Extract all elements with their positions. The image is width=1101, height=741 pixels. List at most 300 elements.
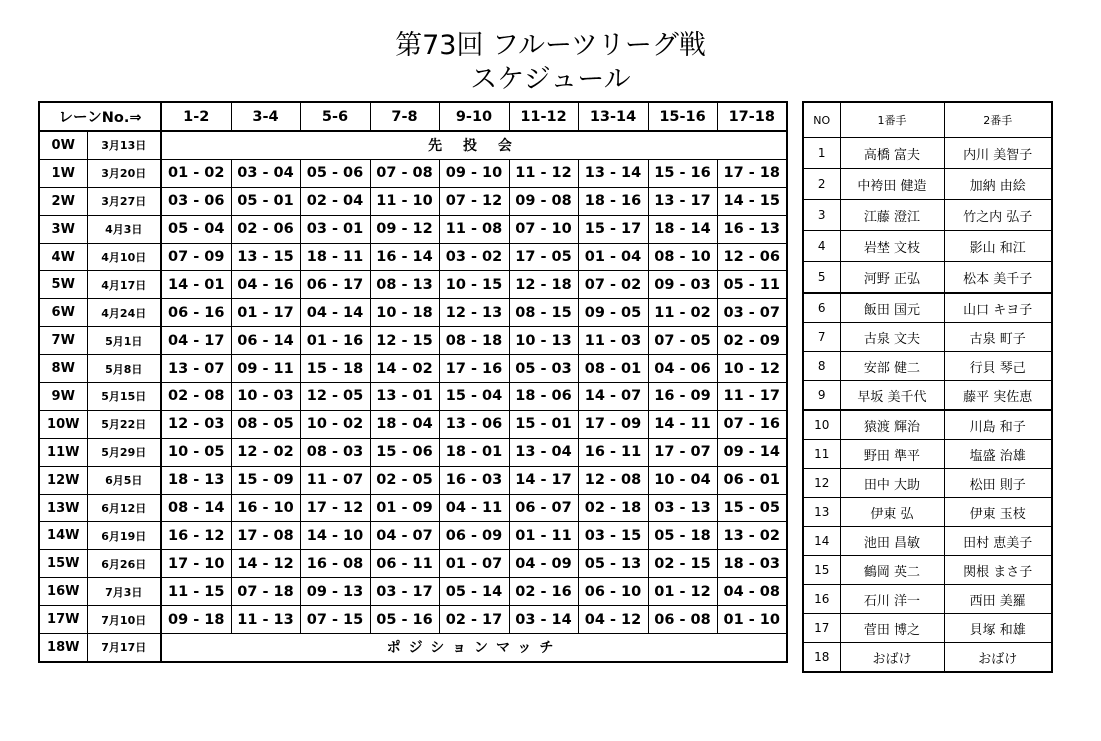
first-player-name: 野田 準平 (840, 440, 944, 469)
matchup-cell: 05 - 11 (717, 271, 787, 299)
lane-header: 11-12 (509, 102, 578, 131)
second-player-name: 松本 美千子 (944, 262, 1052, 294)
date-cell: 5月29日 (87, 438, 161, 466)
player-row (803, 381, 1052, 411)
matchup-cell: 05 - 18 (648, 522, 717, 550)
second-player-name: 山口 キヨ子 (944, 293, 1052, 323)
matchup-cell: 13 - 06 (439, 410, 509, 438)
schedule-row (39, 383, 787, 411)
event-cell: ポジションマッチ (161, 634, 787, 662)
date-cell: 5月1日 (87, 327, 161, 355)
player-row (803, 352, 1052, 381)
matchup-cell: 07 - 18 (231, 578, 300, 606)
schedule-row (39, 634, 787, 662)
player-header-row (803, 102, 1052, 138)
team-number: 1 (803, 138, 840, 169)
schedule-row (39, 494, 787, 522)
date-cell: 4月24日 (87, 299, 161, 327)
matchup-cell: 17 - 18 (717, 159, 787, 187)
matchup-cell: 15 - 09 (231, 466, 300, 494)
matchup-cell: 13 - 14 (578, 159, 648, 187)
matchup-cell: 01 - 12 (648, 578, 717, 606)
week-cell: 6W (39, 299, 87, 327)
week-cell: 18W (39, 634, 87, 662)
matchup-cell: 08 - 13 (370, 271, 439, 299)
date-cell: 3月20日 (87, 159, 161, 187)
matchup-cell: 09 - 12 (370, 215, 439, 243)
date-cell: 7月3日 (87, 578, 161, 606)
first-player-name: 石川 洋一 (840, 585, 944, 614)
matchup-cell: 07 - 08 (370, 159, 439, 187)
team-number: 6 (803, 293, 840, 323)
schedule-row (39, 578, 787, 606)
matchup-cell: 06 - 10 (578, 578, 648, 606)
second-player-name: 行貝 琴己 (944, 352, 1052, 381)
schedule-row (39, 606, 787, 634)
matchup-cell: 04 - 06 (648, 355, 717, 383)
matchup-cell: 07 - 15 (300, 606, 370, 634)
schedule-row (39, 410, 787, 438)
second-player-name: 田村 恵美子 (944, 527, 1052, 556)
matchup-cell: 15 - 16 (648, 159, 717, 187)
week-cell: 15W (39, 550, 87, 578)
matchup-cell: 17 - 08 (231, 522, 300, 550)
player-row (803, 469, 1052, 498)
matchup-cell: 17 - 09 (578, 410, 648, 438)
matchup-cell: 17 - 07 (648, 438, 717, 466)
matchup-cell: 09 - 18 (161, 606, 231, 634)
date-cell: 6月26日 (87, 550, 161, 578)
matchup-cell: 11 - 13 (231, 606, 300, 634)
matchup-cell: 18 - 13 (161, 466, 231, 494)
date-cell: 7月10日 (87, 606, 161, 634)
matchup-cell: 15 - 06 (370, 438, 439, 466)
player-row (803, 293, 1052, 323)
matchup-cell: 12 - 05 (300, 383, 370, 411)
player-row (803, 643, 1052, 673)
player-row (803, 138, 1052, 169)
player-table (802, 101, 1053, 673)
matchup-cell: 11 - 08 (439, 215, 509, 243)
schedule-row (39, 187, 787, 215)
matchup-cell: 01 - 17 (231, 299, 300, 327)
second-player-name: 古泉 町子 (944, 323, 1052, 352)
player-row (803, 614, 1052, 643)
first-player-name: 河野 正弘 (840, 262, 944, 294)
player-row (803, 200, 1052, 231)
matchup-cell: 11 - 03 (578, 327, 648, 355)
schedule-row (39, 466, 787, 494)
date-cell: 6月19日 (87, 522, 161, 550)
matchup-cell: 06 - 07 (509, 494, 578, 522)
date-cell: 6月12日 (87, 494, 161, 522)
matchup-cell: 01 - 10 (717, 606, 787, 634)
second-player-name: 影山 和江 (944, 231, 1052, 262)
team-number: 12 (803, 469, 840, 498)
matchup-cell: 11 - 17 (717, 383, 787, 411)
week-cell: 17W (39, 606, 87, 634)
schedule-row (39, 355, 787, 383)
matchup-cell: 05 - 01 (231, 187, 300, 215)
second-player-name: 竹之内 弘子 (944, 200, 1052, 231)
matchup-cell: 18 - 03 (717, 550, 787, 578)
page-title: 第73回 フルーツリーグ戦 (395, 30, 706, 61)
matchup-cell: 16 - 03 (439, 466, 509, 494)
matchup-cell: 15 - 04 (439, 383, 509, 411)
page-subtitle: スケジュール (470, 64, 631, 95)
week-cell: 12W (39, 466, 87, 494)
schedule-header-row (39, 102, 787, 131)
matchup-cell: 07 - 12 (439, 187, 509, 215)
matchup-cell: 11 - 07 (300, 466, 370, 494)
matchup-cell: 10 - 02 (300, 410, 370, 438)
event-cell: 先 投 会 (161, 131, 787, 159)
second-player-name: 内川 美智子 (944, 138, 1052, 169)
week-cell: 9W (39, 383, 87, 411)
team-number: 17 (803, 614, 840, 643)
matchup-cell: 08 - 15 (509, 299, 578, 327)
week-cell: 4W (39, 243, 87, 271)
matchup-cell: 18 - 06 (509, 383, 578, 411)
date-cell: 4月10日 (87, 243, 161, 271)
lane-header: 17-18 (717, 102, 787, 131)
lane-header: 9-10 (439, 102, 509, 131)
matchup-cell: 11 - 12 (509, 159, 578, 187)
second-player-name: 松田 則子 (944, 469, 1052, 498)
matchup-cell: 08 - 10 (648, 243, 717, 271)
schedule-row (39, 131, 787, 159)
date-cell: 5月22日 (87, 410, 161, 438)
matchup-cell: 14 - 17 (509, 466, 578, 494)
date-cell: 3月27日 (87, 187, 161, 215)
matchup-cell: 18 - 11 (300, 243, 370, 271)
matchup-cell: 14 - 02 (370, 355, 439, 383)
second-player-name: 川島 和子 (944, 410, 1052, 440)
matchup-cell: 10 - 13 (509, 327, 578, 355)
week-cell: 8W (39, 355, 87, 383)
player-row (803, 585, 1052, 614)
matchup-cell: 12 - 18 (509, 271, 578, 299)
matchup-cell: 03 - 04 (231, 159, 300, 187)
date-cell: 4月17日 (87, 271, 161, 299)
matchup-cell: 16 - 10 (231, 494, 300, 522)
player-row (803, 169, 1052, 200)
week-cell: 10W (39, 410, 87, 438)
matchup-cell: 14 - 11 (648, 410, 717, 438)
team-number: 14 (803, 527, 840, 556)
second-player-name: 貝塚 和雄 (944, 614, 1052, 643)
matchup-cell: 02 - 17 (439, 606, 509, 634)
player-row (803, 231, 1052, 262)
first-player-name: 池田 昌敏 (840, 527, 944, 556)
matchup-cell: 03 - 06 (161, 187, 231, 215)
matchup-cell: 01 - 02 (161, 159, 231, 187)
first-player-name: おばけ (840, 643, 944, 673)
matchup-cell: 17 - 05 (509, 243, 578, 271)
matchup-cell: 03 - 07 (717, 299, 787, 327)
schedule-row (39, 159, 787, 187)
matchup-cell: 03 - 01 (300, 215, 370, 243)
matchup-cell: 02 - 18 (578, 494, 648, 522)
matchup-cell: 06 - 14 (231, 327, 300, 355)
matchup-cell: 11 - 02 (648, 299, 717, 327)
schedule-row (39, 522, 787, 550)
second-player-header: 2番手 (944, 102, 1052, 138)
week-cell: 11W (39, 438, 87, 466)
matchup-cell: 16 - 14 (370, 243, 439, 271)
matchup-cell: 16 - 09 (648, 383, 717, 411)
schedule-table (38, 101, 788, 663)
first-player-name: 江藤 澄江 (840, 200, 944, 231)
team-number: 4 (803, 231, 840, 262)
matchup-cell: 16 - 11 (578, 438, 648, 466)
matchup-cell: 15 - 01 (509, 410, 578, 438)
team-number: 8 (803, 352, 840, 381)
matchup-cell: 12 - 15 (370, 327, 439, 355)
lane-header: 5-6 (300, 102, 370, 131)
matchup-cell: 10 - 03 (231, 383, 300, 411)
matchup-cell: 07 - 05 (648, 327, 717, 355)
first-player-name: 高橋 富夫 (840, 138, 944, 169)
team-number: 7 (803, 323, 840, 352)
matchup-cell: 06 - 16 (161, 299, 231, 327)
matchup-cell: 07 - 10 (509, 215, 578, 243)
matchup-cell: 09 - 05 (578, 299, 648, 327)
matchup-cell: 17 - 10 (161, 550, 231, 578)
lane-header: 7-8 (370, 102, 439, 131)
team-number: 18 (803, 643, 840, 673)
matchup-cell: 14 - 15 (717, 187, 787, 215)
first-player-name: 岩埜 文枝 (840, 231, 944, 262)
matchup-cell: 04 - 07 (370, 522, 439, 550)
matchup-cell: 16 - 13 (717, 215, 787, 243)
week-cell: 1W (39, 159, 87, 187)
matchup-cell: 04 - 16 (231, 271, 300, 299)
matchup-cell: 11 - 10 (370, 187, 439, 215)
team-number: 16 (803, 585, 840, 614)
date-cell: 5月8日 (87, 355, 161, 383)
matchup-cell: 02 - 05 (370, 466, 439, 494)
matchup-cell: 14 - 01 (161, 271, 231, 299)
matchup-cell: 16 - 08 (300, 550, 370, 578)
matchup-cell: 03 - 14 (509, 606, 578, 634)
player-row (803, 410, 1052, 440)
matchup-cell: 05 - 04 (161, 215, 231, 243)
matchup-cell: 17 - 16 (439, 355, 509, 383)
matchup-cell: 15 - 17 (578, 215, 648, 243)
team-number: 5 (803, 262, 840, 294)
matchup-cell: 12 - 08 (578, 466, 648, 494)
team-number: 11 (803, 440, 840, 469)
matchup-cell: 12 - 13 (439, 299, 509, 327)
matchup-cell: 13 - 15 (231, 243, 300, 271)
matchup-cell: 09 - 11 (231, 355, 300, 383)
lane-header: 15-16 (648, 102, 717, 131)
matchup-cell: 04 - 14 (300, 299, 370, 327)
matchup-cell: 10 - 12 (717, 355, 787, 383)
matchup-cell: 04 - 12 (578, 606, 648, 634)
matchup-cell: 08 - 05 (231, 410, 300, 438)
matchup-cell: 04 - 17 (161, 327, 231, 355)
first-player-name: 早坂 美千代 (840, 381, 944, 411)
player-row (803, 498, 1052, 527)
date-cell: 6月5日 (87, 466, 161, 494)
week-cell: 14W (39, 522, 87, 550)
date-cell: 5月15日 (87, 383, 161, 411)
player-row (803, 440, 1052, 469)
lane-header: 1-2 (161, 102, 231, 131)
schedule-row (39, 215, 787, 243)
matchup-cell: 12 - 06 (717, 243, 787, 271)
matchup-cell: 13 - 17 (648, 187, 717, 215)
week-cell: 5W (39, 271, 87, 299)
matchup-cell: 04 - 09 (509, 550, 578, 578)
matchup-cell: 18 - 01 (439, 438, 509, 466)
second-player-name: 塩盛 治雄 (944, 440, 1052, 469)
matchup-cell: 08 - 18 (439, 327, 509, 355)
lane-header: 13-14 (578, 102, 648, 131)
matchup-cell: 09 - 14 (717, 438, 787, 466)
matchup-cell: 17 - 12 (300, 494, 370, 522)
matchup-cell: 08 - 14 (161, 494, 231, 522)
matchup-cell: 02 - 06 (231, 215, 300, 243)
schedule-row (39, 550, 787, 578)
matchup-cell: 02 - 09 (717, 327, 787, 355)
matchup-cell: 09 - 13 (300, 578, 370, 606)
matchup-cell: 01 - 16 (300, 327, 370, 355)
matchup-cell: 10 - 15 (439, 271, 509, 299)
matchup-cell: 14 - 07 (578, 383, 648, 411)
first-player-name: 猿渡 輝治 (840, 410, 944, 440)
player-row (803, 556, 1052, 585)
first-player-name: 伊東 弘 (840, 498, 944, 527)
first-player-name: 中袴田 健造 (840, 169, 944, 200)
matchup-cell: 06 - 17 (300, 271, 370, 299)
first-player-name: 田中 大助 (840, 469, 944, 498)
matchup-cell: 13 - 02 (717, 522, 787, 550)
matchup-cell: 10 - 18 (370, 299, 439, 327)
lane-header: 3-4 (231, 102, 300, 131)
player-row (803, 527, 1052, 556)
matchup-cell: 18 - 14 (648, 215, 717, 243)
matchup-cell: 02 - 16 (509, 578, 578, 606)
matchup-cell: 05 - 14 (439, 578, 509, 606)
matchup-cell: 06 - 08 (648, 606, 717, 634)
matchup-cell: 03 - 17 (370, 578, 439, 606)
matchup-cell: 09 - 03 (648, 271, 717, 299)
matchup-cell: 04 - 11 (439, 494, 509, 522)
matchup-cell: 11 - 15 (161, 578, 231, 606)
matchup-cell: 18 - 04 (370, 410, 439, 438)
matchup-cell: 18 - 16 (578, 187, 648, 215)
matchup-cell: 02 - 08 (161, 383, 231, 411)
player-row (803, 262, 1052, 294)
team-number: 3 (803, 200, 840, 231)
second-player-name: 藤平 実佐恵 (944, 381, 1052, 411)
matchup-cell: 14 - 10 (300, 522, 370, 550)
week-cell: 2W (39, 187, 87, 215)
matchup-cell: 07 - 02 (578, 271, 648, 299)
matchup-cell: 16 - 12 (161, 522, 231, 550)
matchup-cell: 06 - 09 (439, 522, 509, 550)
matchup-cell: 07 - 16 (717, 410, 787, 438)
date-cell: 3月13日 (87, 131, 161, 159)
matchup-cell: 12 - 03 (161, 410, 231, 438)
matchup-cell: 03 - 15 (578, 522, 648, 550)
second-player-name: おばけ (944, 643, 1052, 673)
week-cell: 7W (39, 327, 87, 355)
week-cell: 16W (39, 578, 87, 606)
matchup-cell: 07 - 09 (161, 243, 231, 271)
matchup-cell: 03 - 13 (648, 494, 717, 522)
no-header: NO (803, 102, 840, 138)
schedule-row (39, 243, 787, 271)
second-player-name: 関根 まさ子 (944, 556, 1052, 585)
first-player-name: 古泉 文夫 (840, 323, 944, 352)
matchup-cell: 03 - 02 (439, 243, 509, 271)
matchup-cell: 05 - 16 (370, 606, 439, 634)
matchup-cell: 04 - 08 (717, 578, 787, 606)
team-number: 10 (803, 410, 840, 440)
schedule-row (39, 299, 787, 327)
matchup-cell: 09 - 10 (439, 159, 509, 187)
matchup-cell: 02 - 04 (300, 187, 370, 215)
matchup-cell: 06 - 11 (370, 550, 439, 578)
matchup-cell: 09 - 08 (509, 187, 578, 215)
matchup-cell: 05 - 03 (509, 355, 578, 383)
first-player-name: 安部 健二 (840, 352, 944, 381)
matchup-cell: 01 - 11 (509, 522, 578, 550)
first-player-name: 飯田 国元 (840, 293, 944, 323)
matchup-cell: 02 - 15 (648, 550, 717, 578)
schedule-row (39, 327, 787, 355)
week-cell: 0W (39, 131, 87, 159)
first-player-name: 菅田 博之 (840, 614, 944, 643)
matchup-cell: 01 - 04 (578, 243, 648, 271)
matchup-cell: 13 - 07 (161, 355, 231, 383)
second-player-name: 加納 由絵 (944, 169, 1052, 200)
team-number: 9 (803, 381, 840, 411)
lane-number-label: レーンNo.⇒ (39, 102, 161, 131)
team-number: 2 (803, 169, 840, 200)
first-player-name: 鶴岡 英二 (840, 556, 944, 585)
team-number: 13 (803, 498, 840, 527)
matchup-cell: 15 - 18 (300, 355, 370, 383)
schedule-row (39, 271, 787, 299)
date-cell: 7月17日 (87, 634, 161, 662)
week-cell: 3W (39, 215, 87, 243)
week-cell: 13W (39, 494, 87, 522)
matchup-cell: 01 - 07 (439, 550, 509, 578)
second-player-name: 伊東 玉枝 (944, 498, 1052, 527)
matchup-cell: 08 - 03 (300, 438, 370, 466)
schedule-row (39, 438, 787, 466)
date-cell: 4月3日 (87, 215, 161, 243)
matchup-cell: 08 - 01 (578, 355, 648, 383)
matchup-cell: 06 - 01 (717, 466, 787, 494)
matchup-cell: 14 - 12 (231, 550, 300, 578)
matchup-cell: 01 - 09 (370, 494, 439, 522)
matchup-cell: 10 - 05 (161, 438, 231, 466)
matchup-cell: 05 - 13 (578, 550, 648, 578)
matchup-cell: 13 - 01 (370, 383, 439, 411)
matchup-cell: 12 - 02 (231, 438, 300, 466)
player-row (803, 323, 1052, 352)
matchup-cell: 13 - 04 (509, 438, 578, 466)
first-player-header: 1番手 (840, 102, 944, 138)
matchup-cell: 05 - 06 (300, 159, 370, 187)
matchup-cell: 15 - 05 (717, 494, 787, 522)
